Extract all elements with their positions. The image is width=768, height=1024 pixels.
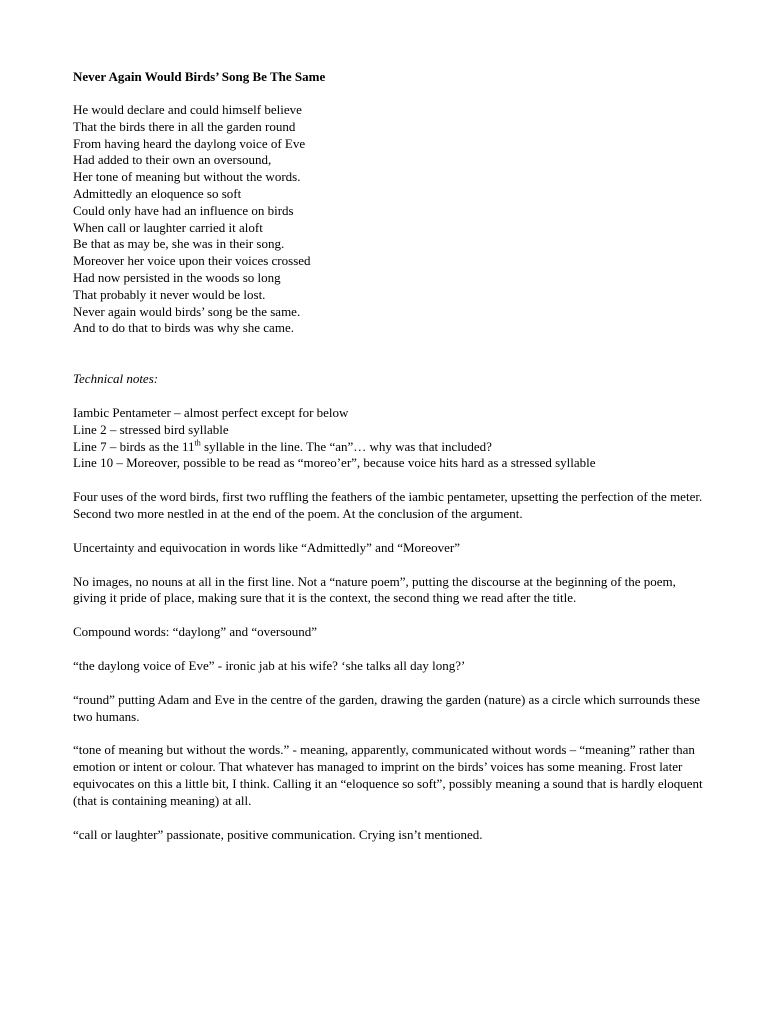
meter-note-text: syllable in the line. The “an”… why was that included? xyxy=(200,438,492,454)
poem-line: And to do that to birds was why she came. xyxy=(73,320,294,336)
note-paragraph: “the daylong voice of Eve” - ironic jab at his wife? ‘she talks all day long?’ xyxy=(73,657,466,673)
poem-line: That the birds there in all the garden round xyxy=(73,118,296,134)
poem-line: Her tone of meaning but without the words. xyxy=(73,169,301,185)
poem-line: Had now persisted in the woods so long xyxy=(73,269,281,285)
meter-note-text: Line 7 – birds as the 11 xyxy=(73,438,195,454)
meter-note xyxy=(73,439,708,456)
note-paragraph: “round” putting Adam and Eve in the centre of the garden, drawing the garden (nature) as a circle which surrounds these two humans. xyxy=(73,691,701,724)
poem-line: Admittedly an eloquence so soft xyxy=(73,185,242,201)
meter-note: Line 2 – stressed bird syllable xyxy=(73,421,229,437)
poem-line: Moreover her voice upon their voices crossed xyxy=(73,253,311,269)
ordinal-suffix: th xyxy=(194,438,201,448)
poem-line: Never again would birds’ song be the same. xyxy=(73,303,301,319)
meter-note: Line 10 – Moreover, possible to be read as “moreo’er”, because voice hits hard as a stressed syllable xyxy=(73,455,596,471)
poem-line: Could only have had an influence on birds xyxy=(73,202,294,218)
meter-notes xyxy=(73,405,708,472)
note-paragraph: No images, no nouns at all in the first line. Not a “nature poem”, putting the discourse at the beginning of the poem, giving it pride of place, making sure that it is the context, the second thing we read after the title. xyxy=(73,573,676,606)
poem-line: That probably it never would be lost. xyxy=(73,286,266,302)
note-paragraph: Compound words: “daylong” and “oversound” xyxy=(73,624,318,640)
note-paragraph: Uncertainty and equivocation in words like “Admittedly” and “Moreover” xyxy=(73,539,460,555)
document-title: Never Again Would Birds’ Song Be The Same xyxy=(73,69,326,84)
poem-line: Be that as may be, she was in their song. xyxy=(73,236,285,252)
note-paragraph: “tone of meaning but without the words.” - meaning, apparently, communicated without words – “meaning” rather than emotion or intent or colour. That whatever has managed to imprint on the birds’ voices has some meaning. Frost later equivocates on this a little bit, I think. Calling it an “eloquence so soft”, possibly meaning a sound that is hardly eloquent (that is containing meaning) at all. xyxy=(73,742,703,808)
note-paragraph: Four uses of the word birds, first two ruffling the feathers of the iambic pentameter, upsetting the perfection of the meter. Second two more nestled in at the end of the poem. At the conclusion of the argument. xyxy=(73,489,703,521)
poem-line: He would declare and could himself believe xyxy=(73,102,302,117)
note-paragraph: “call or laughter” passionate, positive communication. Crying isn’t mentioned. xyxy=(73,826,483,842)
poem-line: When call or laughter carried it aloft xyxy=(73,219,263,235)
meter-note: Iambic Pentameter – almost perfect except for below xyxy=(73,404,349,420)
notes-heading: Technical notes: xyxy=(73,371,159,387)
poem-line: From having heard the daylong voice of Eve xyxy=(73,135,306,151)
poem-line: Had added to their own an oversound, xyxy=(73,152,272,168)
poem xyxy=(73,102,708,337)
